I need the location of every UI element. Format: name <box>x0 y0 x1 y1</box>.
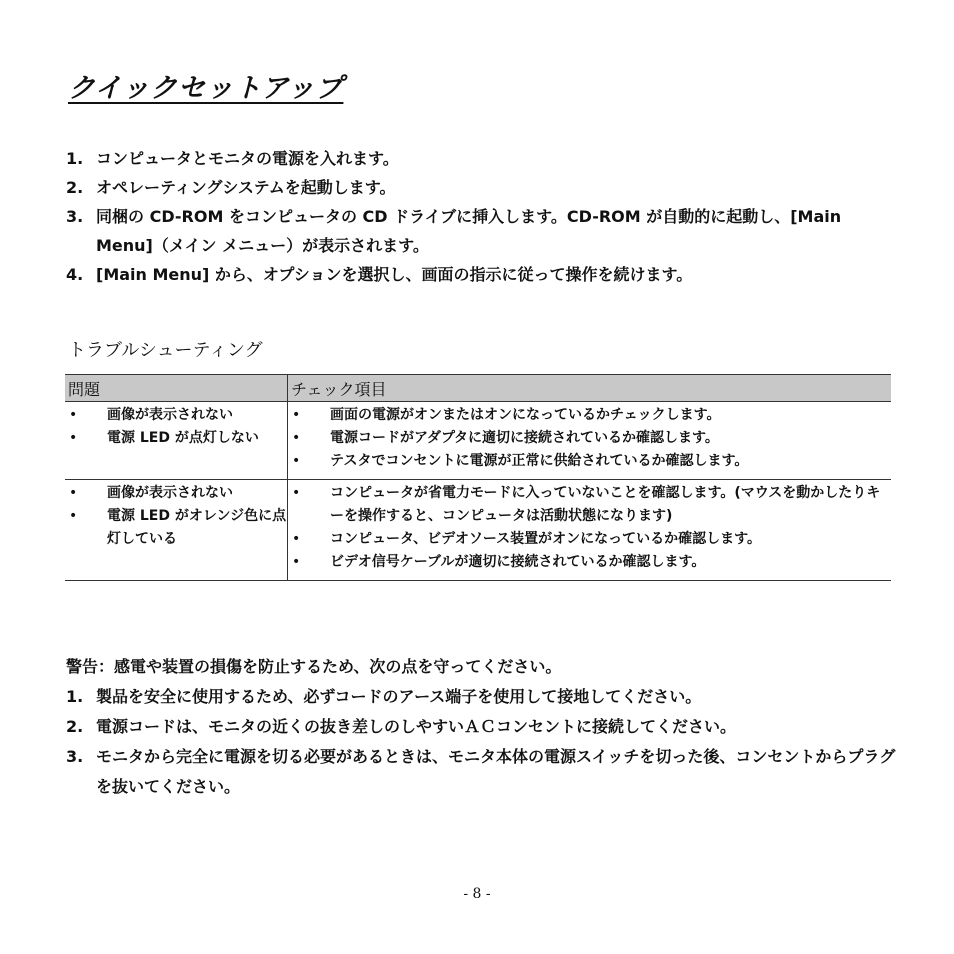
warning-text: 電源コードは、モニタの近くの抜き差しのしやすいＡＣコンセントに接続してください。 <box>96 717 737 736</box>
warning-list <box>66 682 896 802</box>
bullet-icon: • <box>69 407 78 423</box>
warning-number: 3. <box>66 747 84 766</box>
warning-item <box>66 742 896 802</box>
warning-heading: 警告：感電や装置の損傷を防止するため、次の点を守ってください。 <box>66 657 562 676</box>
bullet-icon: • <box>69 430 78 446</box>
step-text: 同梱の CD-ROM をコンピュータの CD ドライブに挿入します。CD-ROM が自動的に起動し、[Main Menu]（メイン メニュー）が表示されます。 <box>96 207 842 255</box>
setup-step <box>66 202 896 260</box>
bullet-icon: • <box>292 407 301 423</box>
warning-item <box>66 712 896 742</box>
bullet-icon: • <box>69 508 78 524</box>
warning-item <box>66 682 896 712</box>
problem-cell <box>65 402 288 480</box>
setup-steps <box>66 144 896 289</box>
checks-cell <box>288 480 892 581</box>
bullet-icon: • <box>69 485 78 501</box>
check-item: • ビデオ信号ケーブルが適切に接続されているか確認します。 <box>288 551 891 574</box>
setup-step <box>66 260 896 289</box>
bullet-icon: • <box>292 430 301 446</box>
warning-text: モニタから完全に電源を切る必要があるときは、モニタ本体の電源スイッチを切った後、コンセントからプラグを抜いてください。 <box>96 747 896 796</box>
check-item: • コンピュータが省電力モードに入っていないことを確認します。(マウスを動かしたりキーを操作すると、コンピュータは活動状態になります) <box>288 482 891 528</box>
problem-item: • 画像が表示されない <box>65 404 287 427</box>
troubleshooting-heading: トラブルシューティング <box>68 340 263 361</box>
checks-cell <box>288 402 892 480</box>
bullet-icon: • <box>292 531 301 547</box>
setup-step <box>66 144 896 173</box>
table-row <box>65 480 891 581</box>
check-item: • テスタでコンセントに電源が正常に供給されているか確認します。 <box>288 450 891 473</box>
step-number: 2. <box>66 178 84 197</box>
step-text: コンピュータとモニタの電源を入れます。 <box>96 149 399 168</box>
setup-step <box>66 173 896 202</box>
problem-item: • 電源 LED が点灯しない <box>65 427 287 450</box>
table-header-row <box>65 375 891 402</box>
page-number: - 8 - <box>463 886 491 902</box>
table-row <box>65 402 891 480</box>
troubleshooting-table <box>65 374 891 581</box>
warning-text: 製品を安全に使用するため、必ずコードのアース端子を使用して接地してください。 <box>96 687 702 706</box>
column-header-problem: 問題 <box>65 375 288 402</box>
step-number: 1. <box>66 149 84 168</box>
page-title: クイックセットアップ <box>68 73 344 104</box>
warning-number: 2. <box>66 717 84 736</box>
problem-item: • 電源 LED がオレンジ色に点灯している <box>65 505 287 551</box>
bullet-icon: • <box>292 554 301 570</box>
bullet-icon: • <box>292 453 301 469</box>
step-number: 4. <box>66 265 84 284</box>
bullet-icon: • <box>292 485 301 501</box>
problem-cell <box>65 480 288 581</box>
check-item: • 電源コードがアダプタに適切に接続されているか確認します。 <box>288 427 891 450</box>
step-text: オペレーティングシステムを起動します。 <box>96 178 396 197</box>
check-item: • 画面の電源がオンまたはオンになっているかチェックします。 <box>288 404 891 427</box>
column-header-checks: チェック項目 <box>288 375 892 402</box>
step-number: 3. <box>66 207 84 226</box>
problem-item: • 画像が表示されない <box>65 482 287 505</box>
warning-number: 1. <box>66 687 84 706</box>
warning-section <box>66 652 896 802</box>
step-text: [Main Menu] から、オプションを選択し、画面の指示に従って操作を続けます。 <box>96 265 693 284</box>
check-item: • コンピュータ、ビデオソース装置がオンになっているか確認します。 <box>288 528 891 551</box>
